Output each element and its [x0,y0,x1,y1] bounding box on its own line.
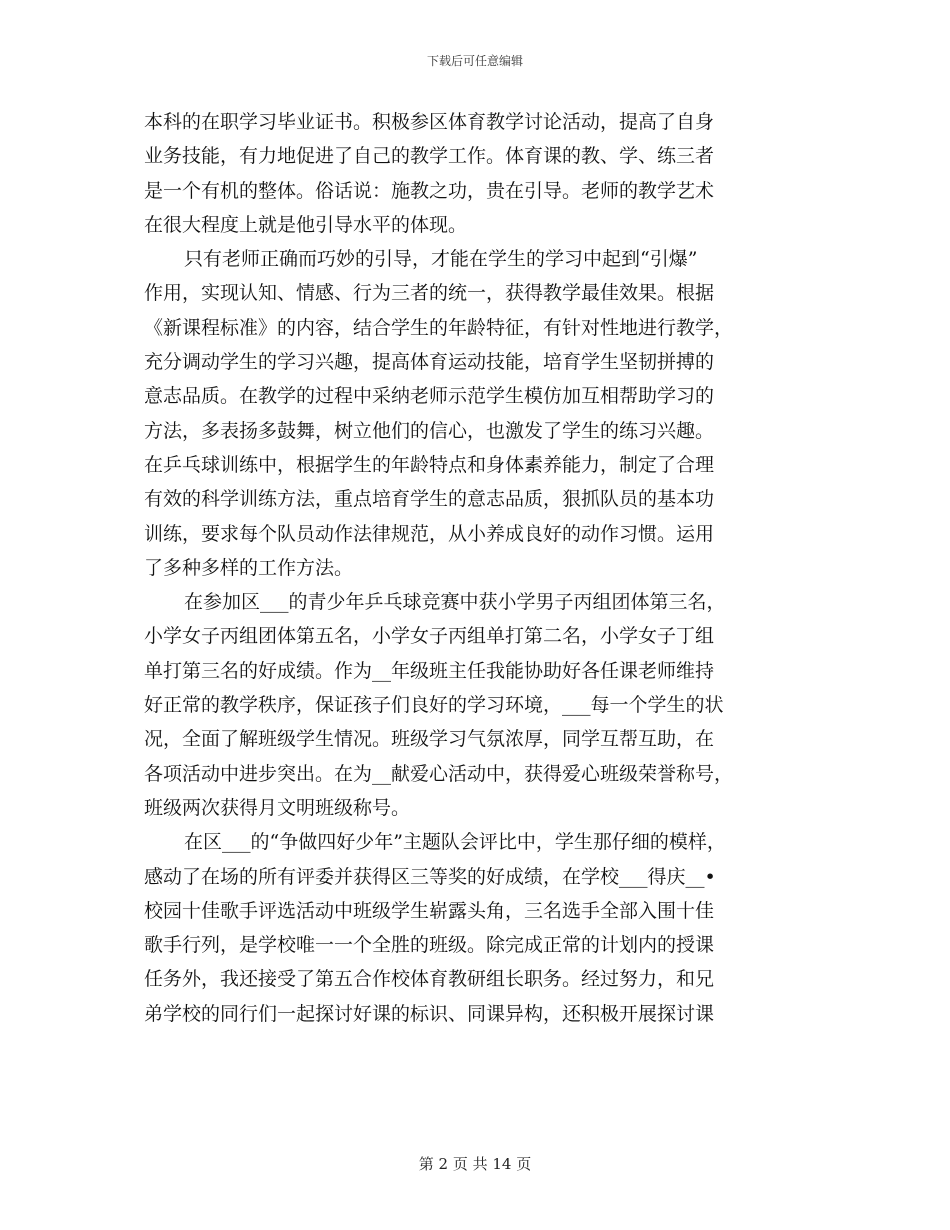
text-line: 歌手行列，是学校唯一一个全胜的班级。除完成正常的计划内的授课 [144,934,715,957]
text-line: 训练，要求每个队员动作法律规范，从小养成良好的动作习惯。运用 [144,522,715,545]
text-line: 况，全面了解班级学生情况。班级学习气氛浓厚，同学互帮互助，在 [144,728,715,751]
text-line: 在区___的“争做四好少年”主题队会评比中，学生那仔细的模样， [184,831,726,854]
text-line: 好正常的教学秩序，保证孩子们良好的学习环境，___每一个学生的状 [144,694,724,717]
text-line: 了多种多样的工作方法。 [144,556,354,579]
text-line: 方法，多表扬多鼓舞，树立他们的信心，也激发了学生的练习兴趣。 [144,419,715,442]
page-number: 第 2 页 共 14 页 [418,1155,532,1173]
text-line: 意志品质。在教学的过程中采纳老师示范学生模仿加互相帮助学习的 [144,385,715,408]
text-line: 在乒乓球训练中，根据学生的年龄特点和身体素养能力，制定了合理 [144,453,715,476]
text-line: 《新课程标准》的内容，结合学生的年龄特征，有针对性地进行教学， [144,316,734,339]
document-body [144,105,824,1031]
text-line: 各项活动中进步突出。在为__献爱心活动中，获得爱心班级荣誉称号， [144,762,734,785]
text-line: 小学女子丙组团体第五名，小学女子丙组单打第二名，小学女子丁组 [144,625,715,648]
text-line: 感动了在场的所有评委并获得区三等奖的好成绩，在学校___得庆__• [144,865,716,888]
page-header: 下载后可任意编辑 [426,54,523,68]
text-line: 本科的在职学习毕业证书。积极参区体育教学讨论活动，提高了自身 [144,111,715,133]
text-line: 任务外，我还接受了第五合作校体育教研组长职务。经过努力，和兄 [144,968,715,991]
text-line: 有效的科学训练方法，重点培育学生的意志品质，狠抓队员的基本功 [144,488,715,511]
text-line: 班级两次获得月文明班级称号。 [144,796,411,819]
text-line: 只有老师正确而巧妙的引导，才能在学生的学习中起到“引爆” [184,248,698,271]
text-line: 是一个有机的整体。俗话说：施教之功，贵在引导。老师的教学艺术 [144,179,715,202]
text-line: 弟学校的同行们一起探讨好课的标识、同课异构，还积极开展探讨课 [144,1002,715,1025]
text-line: 充分调动学生的学习兴趣，提高体育运动技能，培育学生坚韧拼搏的 [144,351,715,374]
text-line: 作用，实现认知、情感、行为三者的统一，获得教学最佳效果。根据 [144,282,715,305]
text-line: 在参加区___的青少年乒乓球竞赛中获小学男子丙组团体第三名， [184,591,726,614]
text-line: 单打第三名的好成绩。作为__年级班主任我能协助好各任课老师维持 [144,659,715,682]
text-line: 在很大程度上就是他引导水平的体现。 [144,213,468,236]
text-line: 业务技能，有力地促进了自己的教学工作。体育课的教、学、练三者 [144,145,715,168]
text-line: 校园十佳歌手评选活动中班级学生崭露头角，三名选手全部入围十佳 [144,899,715,922]
